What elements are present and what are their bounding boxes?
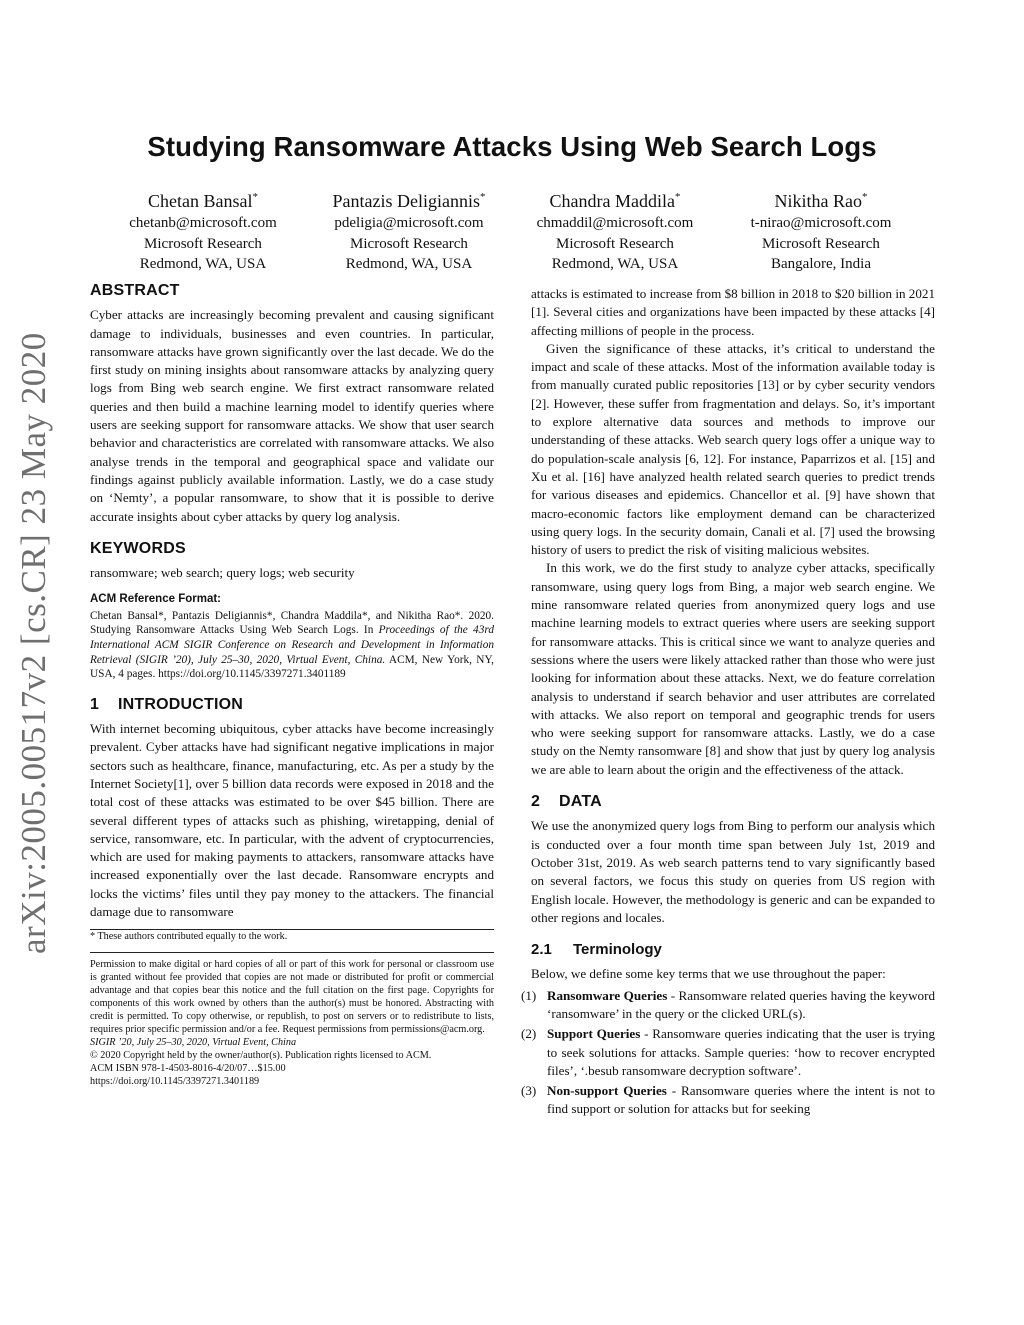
author-email: pdeligia@microsoft.com (334, 215, 484, 231)
list-item: (1) Ransomware Queries - Ransomware related queries having the keyword ‘ransomware’ in the query or the clicked URL(s). (521, 987, 935, 1021)
paper-title: Studying Ransomware Attacks Using Web Search Logs (147, 131, 877, 162)
author-name: Nikitha Rao* (774, 191, 868, 211)
author-block (505, 186, 725, 275)
author-location: Redmond, WA, USA (551, 256, 679, 272)
author-affiliation: Microsoft Research (556, 235, 674, 252)
terminology-list (521, 987, 936, 1119)
author-affiliation: Microsoft Research (144, 235, 262, 252)
list-item: (2) Support Queries - Ransomware queries indicating that the user is trying to seek solutions for attacks. Sample queries: ‘how to recover encrypted files’, ‘.besub ransomware decryption software’. (521, 1026, 936, 1078)
author-name: Pantazis Deligiannis* (332, 191, 486, 211)
author-email: t-nirao@microsoft.com (750, 215, 892, 231)
acm-reference (90, 590, 494, 681)
author-block (711, 186, 931, 275)
author-email: chmaddil@microsoft.com (536, 215, 694, 231)
acm-reference-label: ACM Reference Format: (90, 593, 221, 606)
permission-divider (90, 952, 494, 953)
introduction-paragraph: attacks is estimated to increase from $8 billion in 2018 to $20 billion in 2021 [1]. Several cities and organizations have been impacted by these attacks [4] affecting millions of people in the process. (531, 286, 935, 338)
data-paragraph: We use the anonymized query logs from Bing to perform our analysis which is conducted over a four month time span between July 1st, 2019 and October 31st, 2019. As web search patterns tend to vary significantly based on several factors, we focus this study on queries from US region with English locale. However, the methodology is generic and can be expanded to other regions and locales. (531, 818, 935, 925)
abstract-section (90, 282, 494, 526)
abstract-text: Cyber attacks are increasingly becoming prevalent and causing significant damage to individuals, businesses and even countries. In particular, ransomware attacks have grown significantly over the last decade. We do the first study on mining insights about ransomware attacks by analyzing query logs from Bing web search engine. We first extract ransomware related queries and then build a machine learning model to identify queries where users are seeking support for ransomware attacks. We show that user search behavior and characteristics are correlated with ransomware attacks. We also analyse trends in the temporal and geographical space and validate our findings against publicly available information. Lastly, we do a case study on ‘Nemty’, a popular ransomware, to show that it is possible to derive accurate insights about cyber attacks by query log analysis. (90, 307, 494, 524)
left-column (90, 282, 494, 1088)
abstract-heading: ABSTRACT (90, 282, 180, 299)
data-section (531, 793, 935, 927)
right-column (521, 285, 936, 1121)
author-location: Redmond, WA, USA (345, 256, 473, 272)
author-location: Redmond, WA, USA (139, 256, 267, 272)
introduction-paragraph: With internet becoming ubiquitous, cyber attacks have become increasingly prevalent. Cyber attacks have had significant negative implications in major sectors such as healthcare, finance, manufacturing, etc. As per a study by the Internet Society[1], over 5 billion data records were exposed in 2018 and the total cost of these attacks was estimated to be over $45 billion. There are several different types of attacks such as phishing, wiretapping, denial of service, ransomware, etc. In particular, with the advent of cryptocurrencies, which are used for making payments to attackers, ransomware attacks have increased exponentially over the last decade. Ransomware encrypts and locks the victims’ files until they pay money to the attackers. The financial damage due to ransomware (90, 721, 494, 919)
author-name: Chetan Bansal* (148, 191, 258, 211)
introduction-continued (531, 285, 935, 779)
arxiv-identifier: arXiv:2005.00517v2 [cs.CR] 23 May 2020 (14, 332, 53, 954)
author-location: Bangalore, India (771, 256, 871, 272)
keywords-section (90, 540, 494, 583)
terminology-intro: Below, we define some key terms that we use throughout the paper: (531, 966, 886, 982)
introduction-paragraph: In this work, we do the first study to analyze cyber attacks, specifically ransomware, using query logs from Bing, a major web search engine. We mine ransomware related queries from anonymized query logs and use machine learning models to extract queries where users are seeking support for ransomware attacks. This is critical since we want to analyze queries and sessions where the users were likely attacked rather than those who were just looking for information about these attacks. Next, we do feature correlation analysis to understand if search behavior and user attributes are correlated with attacks. We also report on temporal and geographic trends for users who were seeking support for ransomware attacks. Lastly, we do a case study on the Nemty ransomware [8] and show that just by query log analysis we are able to learn about the origin and the effectiveness of the attack. (531, 560, 935, 777)
permission-notice: Permission to make digital or hard copies of all or part of this work for personal or classroom use is granted without fee provided that copies are not made or distributed for profit or commercial advantage and that copies bear this notice and the full citation on the first page. Copyrights for components of this work owned by others than the author(s) must be honored. Abstracting with credit is permitted. To copy otherwise, or republish, to post on servers or to redistribute to lists, requires prior specific permission and/or a fee. Request permissions from permissions@acm.org. SIGIR ’20, July 25–30, 2020, Virtual Event, China © 2020 Copyright held by the owner/author(s). Publication rights licensed to ACM. ACM ISBN 978-1-4503-8016-4/20/07…$15.00 https://doi.org/10.1145/3397271.3401189 (90, 959, 494, 1088)
author-block (93, 186, 313, 275)
list-item: (3) Non-support Queries - Ransomware queries where the intent is not to find support or solution for attacks but for seeking (521, 1083, 935, 1117)
author-block (299, 186, 519, 275)
introduction-heading: 1 INTRODUCTION (90, 695, 244, 713)
terminology-heading: 2.1 Terminology (531, 941, 662, 959)
keywords-heading: KEYWORDS (90, 539, 186, 557)
author-affiliation: Microsoft Research (350, 235, 468, 252)
acm-reference-text: Chetan Bansal*, Pantazis Deligiannis*, Chandra Maddila*, and Nikitha Rao*. 2020. Studying Ransomware Attacks Using Web Search Logs. In Proceedings of the 43rd International ACM SIGIR Conference on Research and Development in Information Retrieval (SIGIR ’20), July 25–30, 2020, Virtual Event, China. ACM, New York, NY, USA, 4 pages. https://doi.org/10.1145/3397271.3401189 (90, 609, 494, 681)
author-email: chetanb@microsoft.com (129, 215, 277, 231)
terminology-subsection (521, 941, 936, 1119)
author-name: Chandra Maddila* (549, 191, 681, 211)
author-affiliation: Microsoft Research (762, 235, 880, 252)
data-heading: 2 DATA (531, 793, 602, 811)
keywords-text: ransomware; web search; query logs; web security (90, 565, 355, 581)
introduction-section (90, 696, 494, 922)
introduction-paragraph: Given the significance of these attacks, it’s critical to understand the impact and scale of these attacks. Most of the information available today is from manually curated public repositories [13] or by cyber security vendors [2]. However, these suffer from fragmentation and delays. So, it’s important to explore alternative data sources and methods to improve our understanding of these attacks. Web search query logs offer a unique way to do population-scale analysis [6, 12]. For instance, Paparrizos et al. [15] and Xu et al. [16] have analyzed health related search queries to predict trends for various diseases and epidemics. Chancellor et al. [9] have shown that macro-economic factors like employment demand can be characterized using query logs. In the security domain, Canali et al. [7] used the browsing history of users to predict the risk of visiting malicious websites. (531, 340, 935, 558)
author-footnote: * These authors contributed equally to the work. (90, 931, 288, 943)
